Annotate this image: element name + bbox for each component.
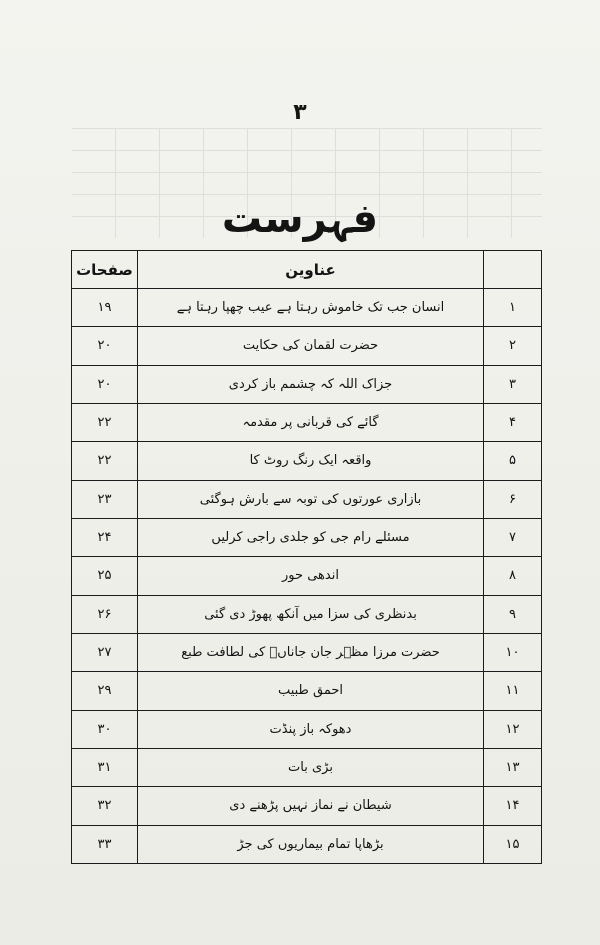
row-title: انسان جب تک خاموش رہتا ہے عیب چھپا رہتا ہے xyxy=(138,289,484,327)
row-number: ۱۴ xyxy=(484,787,542,825)
table-row xyxy=(72,825,542,863)
row-title: گائے کی قربانی پر مقدمہ xyxy=(138,403,484,441)
page-number: ۳ xyxy=(293,100,307,125)
table-row xyxy=(72,557,542,595)
row-number: ۸ xyxy=(484,557,542,595)
row-page: ۲۵ xyxy=(72,557,138,595)
row-title: بڑی بات xyxy=(138,748,484,786)
table-row xyxy=(72,480,542,518)
row-page: ۲۲ xyxy=(72,442,138,480)
row-title: جزاک اللہ کہ چشمم باز کردی xyxy=(138,365,484,403)
table-row xyxy=(72,595,542,633)
row-title: مسئلے رام جی کو جلدی راجی کرلیں xyxy=(138,518,484,556)
header-title: عناوین xyxy=(138,251,484,289)
row-page: ۲۰ xyxy=(72,365,138,403)
table-row xyxy=(72,365,542,403)
row-number: ۳ xyxy=(484,365,542,403)
page-title: فہرست xyxy=(221,196,379,242)
row-title: بدنظری کی سزا میں آنکھ پھوڑ دی گئی xyxy=(138,595,484,633)
row-page: ۳۱ xyxy=(72,748,138,786)
row-number: ۶ xyxy=(484,480,542,518)
row-page: ۲۲ xyxy=(72,403,138,441)
row-number: ۹ xyxy=(484,595,542,633)
row-number: ۱۰ xyxy=(484,633,542,671)
table-row xyxy=(72,327,542,365)
header-page: صفحات xyxy=(72,251,138,289)
table-row xyxy=(72,289,542,327)
row-page: ۱۹ xyxy=(72,289,138,327)
row-title: بازاری عورتوں کی توبہ سے بارش ہوگئی xyxy=(138,480,484,518)
header-number xyxy=(484,251,542,289)
row-title: اندھی حور xyxy=(138,557,484,595)
row-title: دھوکہ باز پنڈت xyxy=(138,710,484,748)
table-row xyxy=(72,403,542,441)
row-page: ۲۰ xyxy=(72,327,138,365)
row-page: ۲۹ xyxy=(72,672,138,710)
row-number: ۴ xyxy=(484,403,542,441)
row-number: ۱۵ xyxy=(484,825,542,863)
table-row xyxy=(72,442,542,480)
row-page: ۳۳ xyxy=(72,825,138,863)
table-header-row xyxy=(72,251,542,289)
table-row xyxy=(72,787,542,825)
row-title: بڑھاپا تمام بیماریوں کی جڑ xyxy=(138,825,484,863)
row-title: احمق طبیب xyxy=(138,672,484,710)
table-row xyxy=(72,748,542,786)
table-row xyxy=(72,518,542,556)
row-title: شیطان نے نماز نہیں پڑھنے دی xyxy=(138,787,484,825)
row-title: واقعہ ایک رنگ روٹ کا xyxy=(138,442,484,480)
table-row xyxy=(72,710,542,748)
row-number: ۱۱ xyxy=(484,672,542,710)
row-title: حضرت مرزا مظہر جان جاناںؒ کی لطافت طبع xyxy=(138,633,484,671)
row-page: ۲۷ xyxy=(72,633,138,671)
row-page: ۳۲ xyxy=(72,787,138,825)
row-title: حضرت لقمان کی حکایت xyxy=(138,327,484,365)
contents-table xyxy=(71,250,542,864)
row-page: ۳۰ xyxy=(72,710,138,748)
row-page: ۲۶ xyxy=(72,595,138,633)
row-number: ۵ xyxy=(484,442,542,480)
row-number: ۲ xyxy=(484,327,542,365)
row-number: ۷ xyxy=(484,518,542,556)
row-page: ۲۴ xyxy=(72,518,138,556)
row-number: ۱۳ xyxy=(484,748,542,786)
row-page: ۲۳ xyxy=(72,480,138,518)
row-number: ۱۲ xyxy=(484,710,542,748)
row-number: ۱ xyxy=(484,289,542,327)
table-row xyxy=(72,672,542,710)
table-row xyxy=(72,633,542,671)
